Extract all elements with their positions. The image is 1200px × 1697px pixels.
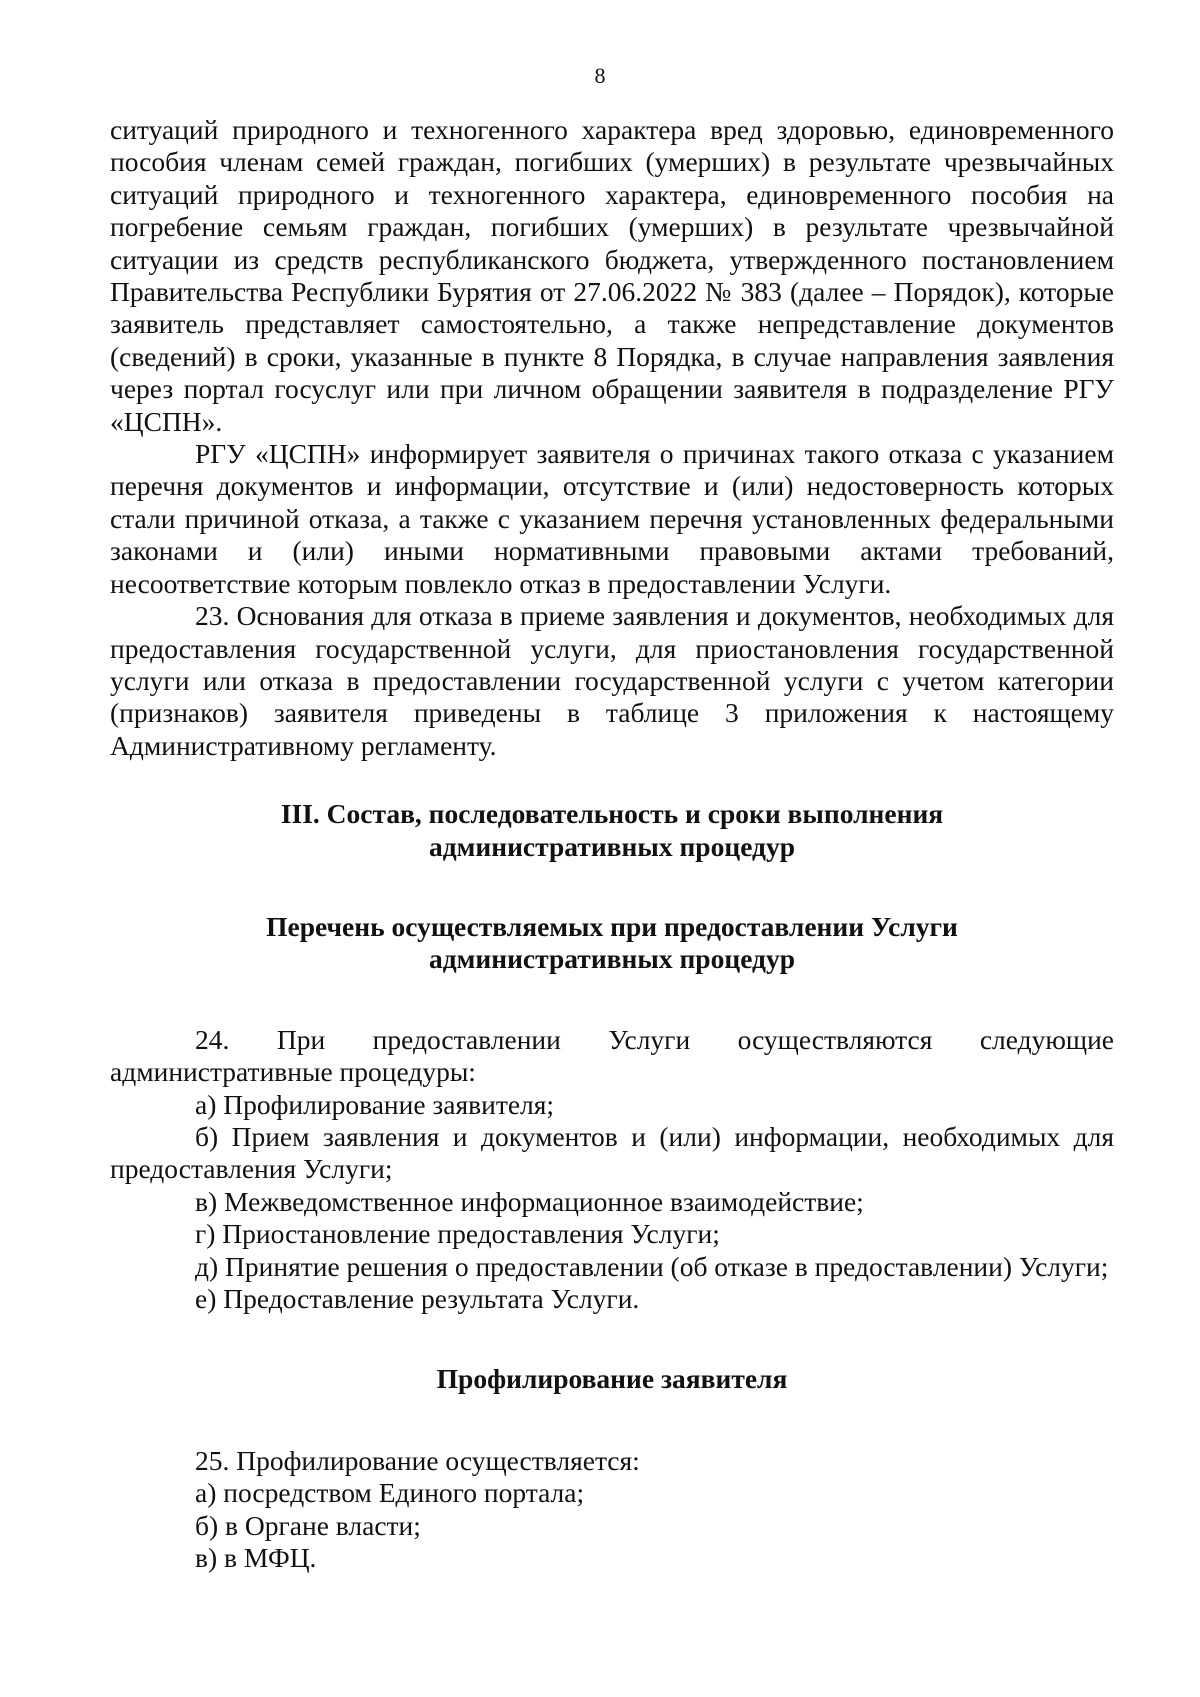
profiling-item-v: в) в МФЦ. [195, 1542, 317, 1574]
profiling-heading: Профилирование заявителя [436, 1363, 788, 1395]
subsection-heading-line-1: Перечень осуществляемых при предоставлении Услуги [266, 910, 958, 942]
paragraph-24: 24. При предоставлении Услуги осуществляются следующие административные процедуры: [110, 1023, 1114, 1088]
profiling-list [110, 1445, 1114, 1575]
subsection-heading-line-2: административных процедур [429, 943, 795, 975]
procedure-item-d: д) Принятие решения о предоставлении (об отказе в предоставлении) Услуги; [195, 1250, 1109, 1282]
paragraph-23: 23. Основания для отказа в приеме заявления и документов, необходимых для предоставления государственной услуги, для приостановления государственной услуги или отказа в предоставлении государственной услуги с учетом категории (признаков) заявителя приведены в таблице 3 приложения к настоящему Административному регламенту. [110, 600, 1114, 761]
document-body [110, 114, 1114, 1574]
procedure-item-e: е) Предоставление результата Услуги. [195, 1283, 640, 1314]
profiling-item-a: а) посредством Единого портала; [195, 1477, 585, 1509]
page-number: 8 [594, 63, 606, 88]
procedure-item-g: г) Приостановление предоставления Услуги; [195, 1218, 720, 1250]
paragraph-25: 25. Профилирование осуществляется: [195, 1444, 640, 1476]
procedures-list [110, 1024, 1114, 1316]
section-heading-line-2: административных процедур [429, 830, 795, 862]
subsection-heading [110, 911, 1114, 976]
procedure-item-a: а) Профилирование заявителя; [195, 1088, 555, 1120]
section-heading [110, 798, 1114, 863]
paragraph-continuation: ситуаций природного и техногенного характера вред здоровью, единовременного пособия членам семей граждан, погибших (умерших) в результате чрезвычайных ситуаций природного и техногенного характера, единовременного пособия на погребение семьям граждан, погибших (умерших) в результате чрезвычайной ситуации из средств республиканского бюджета, утвержденного постановлением Правительства Республики Бурятия от 27.06.2022 № 383 (далее – Порядок), которые заявитель представляет самостоятельно, а также непредставление документов (сведений) в сроки, указанные в пункте 8 Порядка, в случае направления заявления через портал госуслуг или при личном обращении заявителя в подразделение РГУ «ЦСПН». [110, 114, 1114, 437]
procedure-item-v: в) Межведомственное информационное взаимодействие; [195, 1185, 864, 1217]
paragraph-rgu-informs: РГУ «ЦСПН» информирует заявителя о причинах такого отказа с указанием перечня документов и информации, отсутствие и (или) недостоверность которых стали причиной отказа, а также с указанием перечня установленных федеральными законами и (или) иными нормативными правовыми актами требований, несоответствие которым повлекло отказ в предоставлении Услуги. [110, 438, 1114, 599]
profiling-item-b: б) в Органе власти; [195, 1509, 421, 1541]
procedure-item-b: б) Прием заявления и документов и (или) информации, необходимых для предоставления Услуги; [110, 1120, 1114, 1185]
section-heading-line-1: III. Состав, последовательность и сроки выполнения [280, 798, 944, 830]
